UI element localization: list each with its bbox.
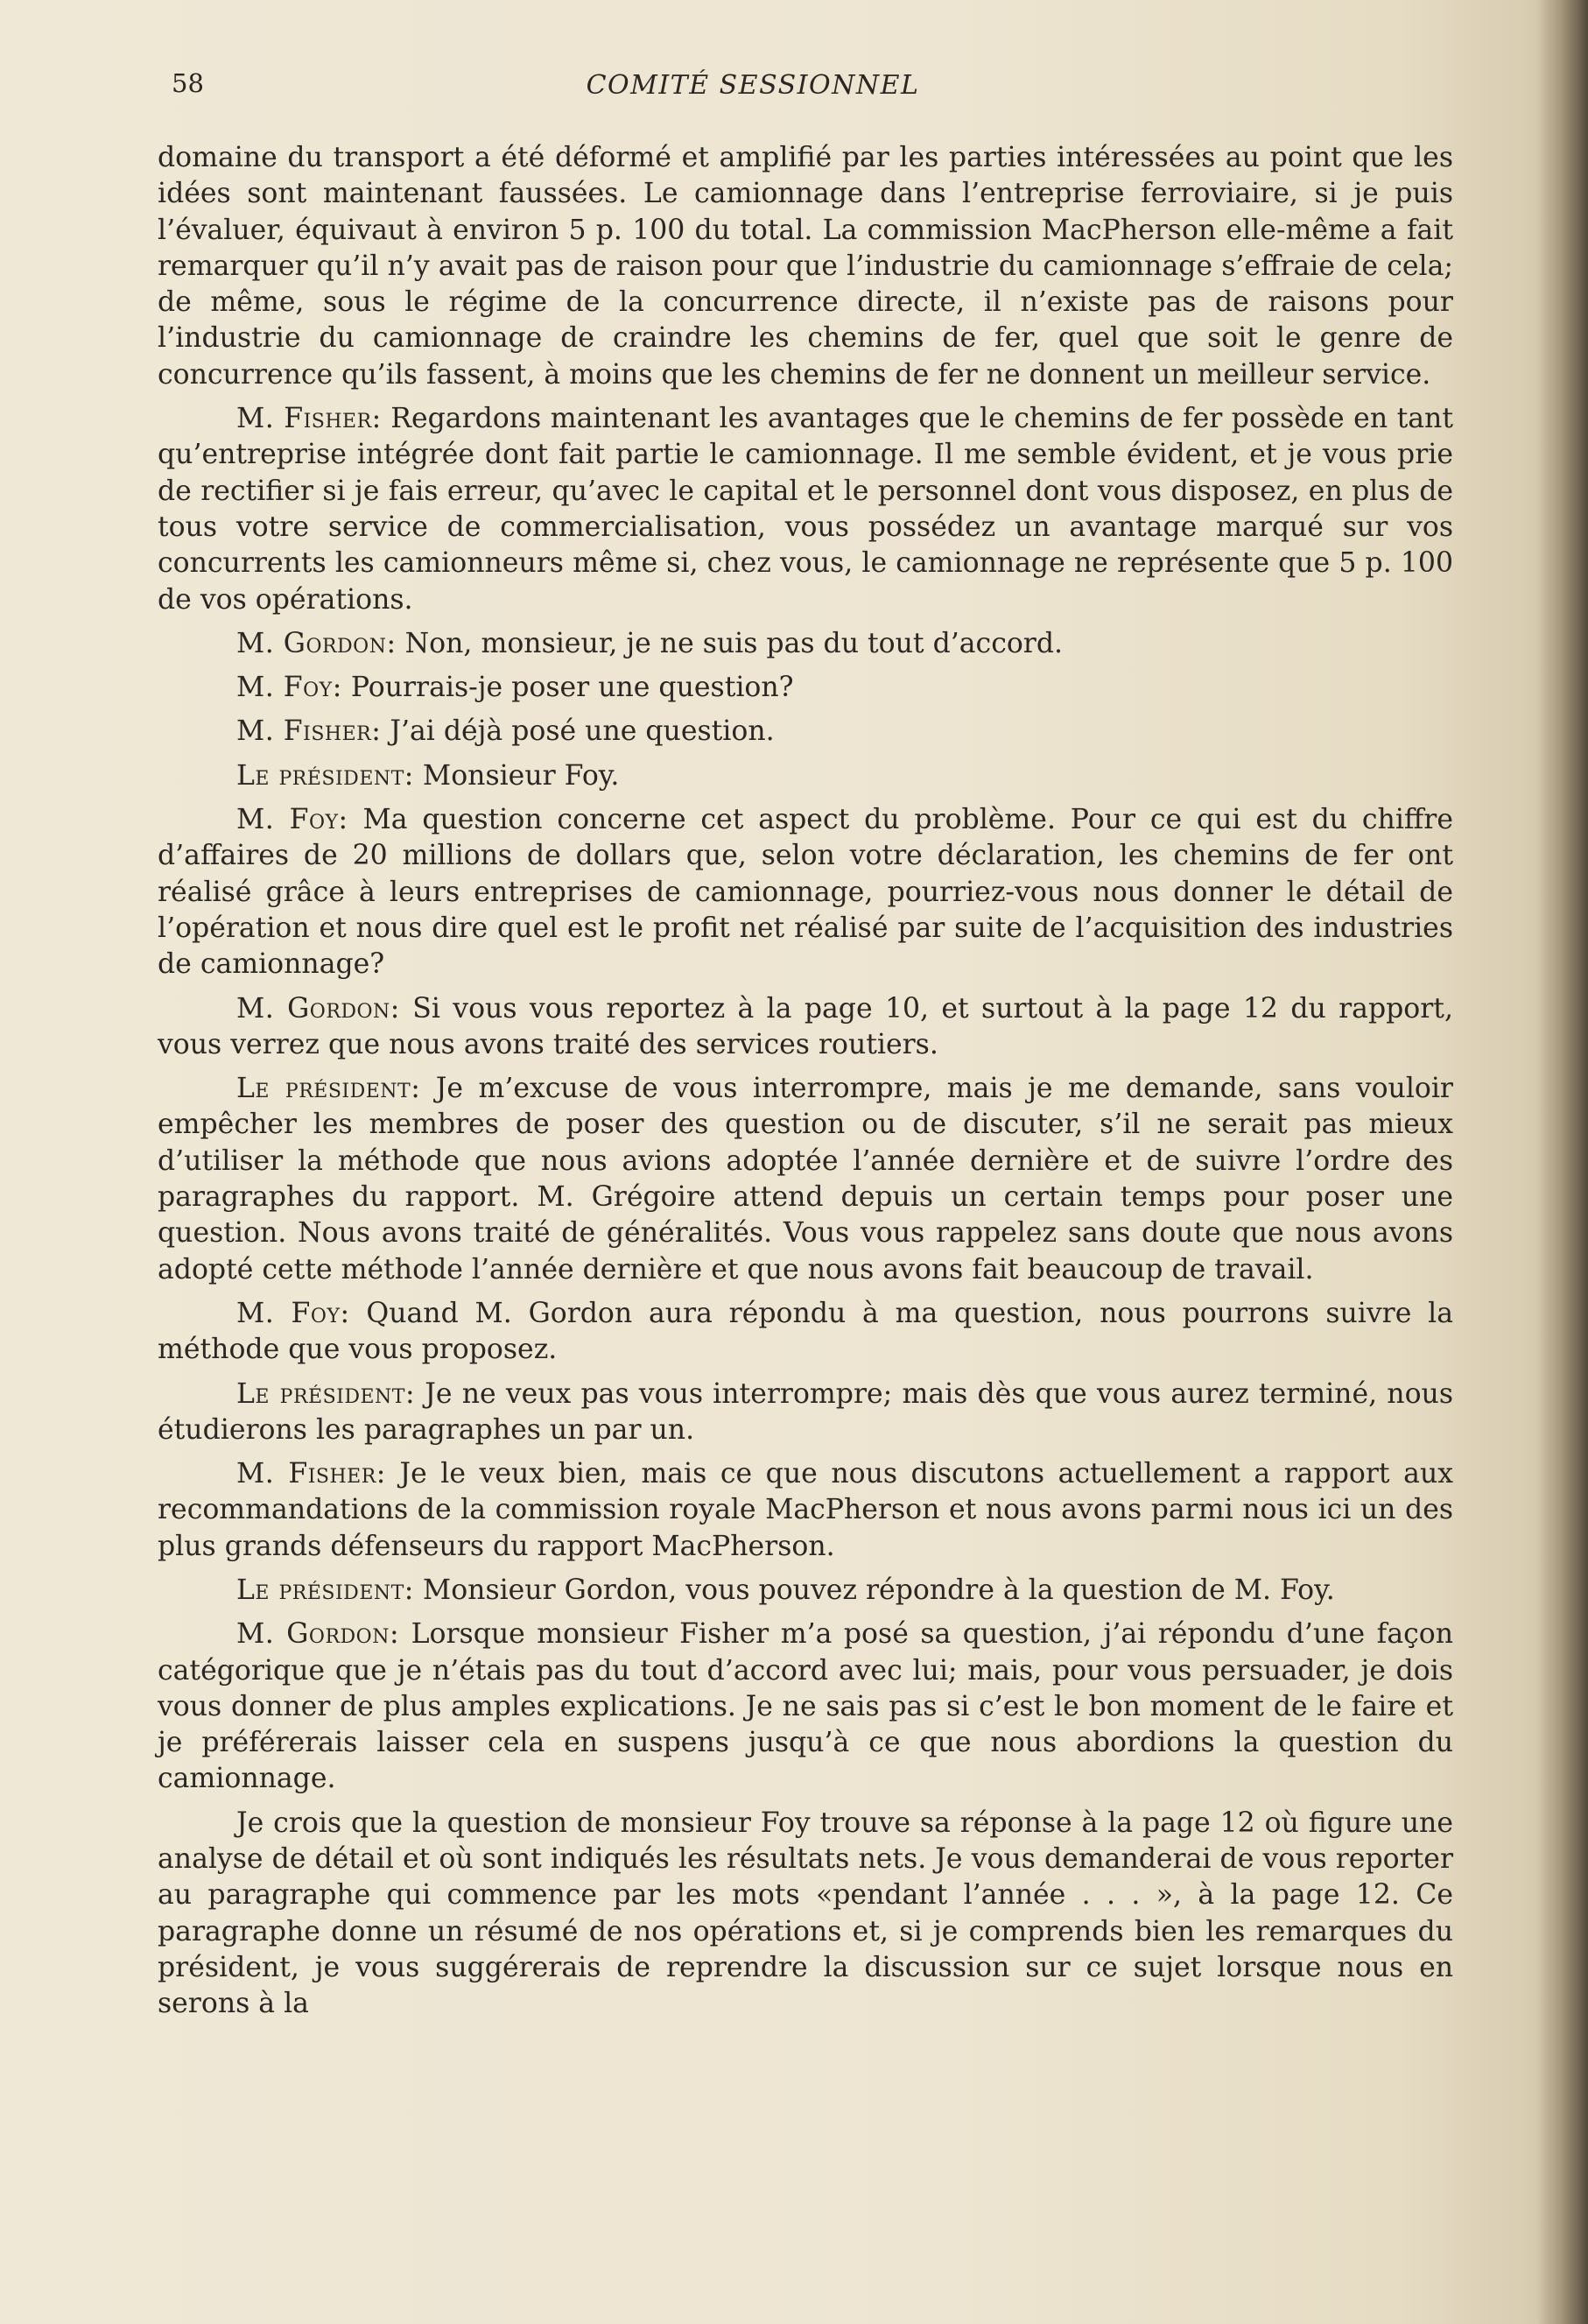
speaker-name: M. Fisher:: [236, 1458, 386, 1490]
paragraph-text: Ma question concerne cet aspect du problème. Pour ce qui est du chiffre d’affaires de 20 millions de dollars que, selon votre déclaration, les chemins de fer ont réalisé grâce à leurs entreprises de camionnage, pourriez-vous nous donner le détail de l’opération et nous dire quel est le profit net réalisé par suite de l’acquisition des industries de camionnage?: [158, 804, 1454, 981]
paragraph: [158, 401, 1453, 618]
speaker-name: M. Gordon:: [236, 992, 400, 1025]
paragraph-text: domaine du transport a été déformé et amplifié par les parties intéressées au point que les idées sont maintenant faussées. Le camionnage dans l’entreprise ferroviaire, si je puis l’évaluer, équivaut à environ 5 p. 100 du total. La commission MacPherson elle-même a fait remarquer qu’il n’y avait pas de raison pour que l’industrie du camionnage s’effraie de cela; de même, sous le régime de la concurrence directe, il n’existe pas de raisons pour l’industrie du camionnage de craindre les chemins de fer, quel que soit le genre de concurrence qu’ils fassent, à moins que les chemins de fer ne donnent un meilleur service.: [158, 142, 1453, 391]
paragraph: [158, 626, 1453, 662]
paragraph-text: Regardons maintenant les avantages que le chemins de fer possède en tant qu’entreprise intégrée dont fait partie le camionnage. Il me semble évident, et je vous prie de rectifier si je fais erreur, qu’avec le capital et le personnel dont vous disposez, en plus de tous votre service de commercialisation, vous possédez un avantage marqué sur vos concurrents les camionneurs même si, chez vous, le camionnage ne représente que 5 p. 100 de vos opérations.: [158, 403, 1453, 616]
paragraph: [158, 802, 1453, 982]
paragraph-text: Je le veux bien, mais ce que nous discutons actuellement a rapport aux recommandations de la commission royale MacPherson et nous avons parmi nous ici un des plus grands défenseurs du rapport MacPherson.: [158, 1458, 1453, 1562]
paragraph-text: Monsieur Gordon, vous pouvez répondre à la question de M. Foy.: [413, 1574, 1335, 1606]
paragraph-text: J’ai déjà posé une question.: [381, 715, 775, 748]
speaker-name: M. Gordon:: [236, 627, 397, 659]
paragraph: [158, 140, 1453, 393]
paragraph: [158, 1296, 1453, 1369]
speaker-name: M. Foy:: [236, 804, 348, 836]
page-header: [166, 68, 1444, 112]
speaker-name: M. Gordon:: [236, 1618, 400, 1651]
speaker-name: M. Foy:: [236, 672, 342, 704]
paragraph: [158, 758, 1453, 794]
paragraph-text: Si vous vous reportez à la page 10, et surtout à la page 12 du rapport, vous verrez que nous avons traité des services routiers.: [158, 992, 1453, 1060]
paragraph: [158, 1806, 1453, 2023]
paragraph: [158, 670, 1453, 706]
body-text: [158, 140, 1453, 2031]
speaker-name: Le président:: [236, 1377, 416, 1410]
speaker-name: M. Fisher:: [236, 403, 382, 435]
speaker-name: M. Foy:: [236, 1297, 350, 1329]
page-number: 58: [172, 68, 204, 98]
paragraph: [158, 1616, 1453, 1797]
speaker-name: M. Fisher:: [236, 715, 382, 748]
paragraph-text: Je crois que la question de monsieur Foy trouve sa réponse à la page 12 où figure une analyse de détail et où sont indiqués les résultats nets. Je vous demanderai de vous reporter au paragraphe qui commence par les mots «pendant l’année . . . », à la page 12. Ce paragraphe donne un résumé de nos opérations et, si je comprends bien les remarques du président, je vous suggérerais de reprendre la discussion sur ce sujet lorsque nous en serons à la: [158, 1806, 1453, 2020]
paragraph: [158, 1456, 1453, 1565]
paragraph-text: Je ne veux pas vous interrompre; mais dès que vous aurez terminé, nous étudierons les paragraphes un par un.: [158, 1377, 1454, 1446]
paragraph-text: Monsieur Foy.: [413, 759, 620, 792]
paragraph-text: Non, monsieur, je ne suis pas du tout d’accord.: [396, 627, 1064, 659]
paragraph-text: Lorsque monsieur Fisher m’a posé sa question, j’ai répondu d’une façon catégorique que je n’étais pas du tout d’accord avec lui; mais, pour vous persuader, je dois vous donner de plus amples explications. Je ne sais pas si c’est le bon moment de le faire et je préférerais laisser cela en suspens jusqu’à ce que nous abordions la question du camionnage.: [158, 1618, 1453, 1795]
speaker-name: Le président:: [236, 1574, 414, 1606]
paragraph: [158, 991, 1453, 1064]
paragraph: [158, 1071, 1453, 1288]
paragraph-text: Pourrais-je poser une question?: [341, 672, 794, 704]
running-head: COMITÉ SESSIONNEL: [586, 70, 920, 101]
speaker-name: Le président:: [236, 1073, 421, 1105]
paragraph-text: Je m’excuse de vous interrompre, mais je me demande, sans vouloir empêcher les membres de poser des question ou de discuter, s’il ne serait pas mieux d’utiliser la méthode que nous avions adoptée l’année dernière et de suivre l’ordre des paragraphes du rapport. M. Grégoire attend depuis un certain temps pour poser une question. Nous avons traité de généralités. Vous vous rappelez sans doute que nous avons adopté cette méthode l’année dernière et que nous avons fait beaucoup de travail.: [158, 1073, 1453, 1285]
paragraph: [158, 1377, 1453, 1449]
speaker-name: Le président:: [236, 759, 414, 792]
paragraph: [158, 714, 1453, 750]
binding-gutter: [1537, 0, 1588, 2324]
paragraph-text: Quand M. Gordon aura répondu à ma question, nous pourrons suivre la méthode que vous proposez.: [158, 1297, 1453, 1366]
paragraph: [158, 1573, 1453, 1609]
